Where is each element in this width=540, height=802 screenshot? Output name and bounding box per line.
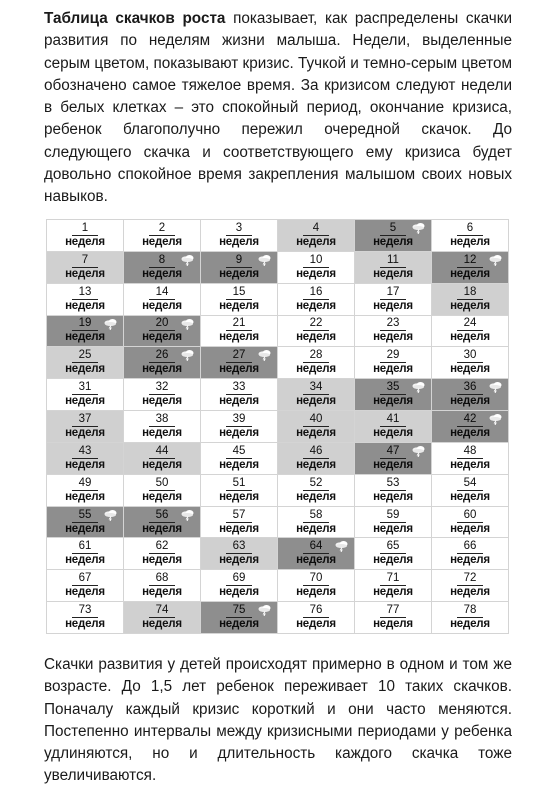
week-number: 5 [380, 223, 406, 236]
week-label: неделя [373, 299, 413, 312]
week-cell [278, 570, 355, 602]
week-label: неделя [142, 299, 182, 312]
storm-cloud-icon [411, 445, 426, 457]
storm-cloud-icon [411, 222, 426, 234]
week-cell [355, 284, 432, 316]
week-number: 35 [380, 382, 406, 395]
week-number: 59 [380, 510, 406, 523]
week-cell [47, 475, 124, 507]
week-label: неделя [373, 395, 413, 408]
week-number: 55 [72, 510, 98, 523]
week-number: 15 [226, 287, 252, 300]
week-label: неделя [373, 363, 413, 376]
week-cell [355, 570, 432, 602]
week-cell [201, 220, 278, 252]
week-label: неделя [450, 490, 490, 503]
week-number: 67 [72, 573, 98, 586]
week-label: неделя [450, 458, 490, 471]
week-cell [278, 316, 355, 348]
week-number: 12 [457, 255, 483, 268]
week-number: 46 [303, 446, 329, 459]
week-number: 19 [72, 318, 98, 331]
week-label: неделя [450, 395, 490, 408]
week-label: неделя [296, 395, 336, 408]
week-label: неделя [450, 554, 490, 567]
week-label: неделя [65, 490, 105, 503]
week-label: неделя [142, 522, 182, 535]
week-number: 40 [303, 414, 329, 427]
week-number: 52 [303, 478, 329, 491]
week-cell [47, 507, 124, 539]
week-cell [124, 411, 201, 443]
week-label: неделя [450, 618, 490, 631]
week-number: 24 [457, 318, 483, 331]
week-number: 25 [72, 350, 98, 363]
week-number: 33 [226, 382, 252, 395]
week-label: неделя [142, 363, 182, 376]
outro-paragraph: Скачки развития у детей происходят примерно в одном и том же возрасте. До 1,5 лет ребенок переживает 10 таких скачков. Поначалу каждый кризис короткий и они часто меняются. Постепенно интервалы между кризисными периодами у ребенка удлиняются, но и длительность каждого скачка тоже увеличиваются. [44, 656, 512, 785]
week-number: 74 [149, 605, 175, 618]
week-label: неделя [219, 586, 259, 599]
week-label: неделя [142, 331, 182, 344]
week-label: неделя [296, 586, 336, 599]
week-label: неделя [296, 490, 336, 503]
storm-cloud-icon [257, 254, 272, 266]
week-number: 50 [149, 478, 175, 491]
week-cell [355, 347, 432, 379]
week-number: 34 [303, 382, 329, 395]
storm-cloud-icon [488, 413, 503, 425]
week-label: неделя [65, 363, 105, 376]
week-number: 22 [303, 318, 329, 331]
week-number: 57 [226, 510, 252, 523]
week-number: 13 [72, 287, 98, 300]
week-cell [432, 220, 509, 252]
week-number: 70 [303, 573, 329, 586]
week-label: неделя [65, 395, 105, 408]
week-number: 75 [226, 605, 252, 618]
week-cell [47, 284, 124, 316]
storm-cloud-icon [180, 509, 195, 521]
week-label: неделя [219, 235, 259, 248]
week-number: 8 [149, 255, 175, 268]
week-label: неделя [142, 458, 182, 471]
week-number: 17 [380, 287, 406, 300]
week-cell [201, 411, 278, 443]
week-cell [47, 411, 124, 443]
storm-cloud-icon [488, 254, 503, 266]
week-number: 66 [457, 541, 483, 554]
week-cell [201, 252, 278, 284]
week-number: 64 [303, 541, 329, 554]
week-label: неделя [65, 522, 105, 535]
week-label: неделя [373, 267, 413, 280]
week-label: неделя [219, 554, 259, 567]
week-cell [201, 316, 278, 348]
week-label: неделя [65, 426, 105, 439]
week-label: неделя [142, 267, 182, 280]
week-label: неделя [65, 299, 105, 312]
week-cell [124, 570, 201, 602]
week-label: неделя [65, 235, 105, 248]
week-cell [201, 507, 278, 539]
week-number: 77 [380, 605, 406, 618]
week-label: неделя [373, 331, 413, 344]
week-label: неделя [219, 299, 259, 312]
week-cell [201, 570, 278, 602]
week-cell [201, 443, 278, 475]
storm-cloud-icon [488, 381, 503, 393]
week-number: 32 [149, 382, 175, 395]
week-cell [355, 602, 432, 634]
week-label: неделя [219, 426, 259, 439]
week-cell [278, 411, 355, 443]
week-label: неделя [296, 331, 336, 344]
week-label: неделя [450, 363, 490, 376]
week-cell [278, 538, 355, 570]
week-number: 14 [149, 287, 175, 300]
storm-cloud-icon [334, 540, 349, 552]
week-number: 68 [149, 573, 175, 586]
week-label: неделя [219, 363, 259, 376]
week-label: неделя [450, 426, 490, 439]
week-number: 54 [457, 478, 483, 491]
week-number: 58 [303, 510, 329, 523]
week-number: 11 [380, 255, 406, 268]
week-label: неделя [65, 331, 105, 344]
week-cell [278, 220, 355, 252]
week-cell [355, 475, 432, 507]
week-number: 30 [457, 350, 483, 363]
week-label: неделя [450, 299, 490, 312]
week-label: неделя [219, 490, 259, 503]
week-label: неделя [296, 618, 336, 631]
week-cell [278, 347, 355, 379]
week-number: 49 [72, 478, 98, 491]
week-cell [278, 252, 355, 284]
week-cell [432, 538, 509, 570]
week-label: неделя [142, 426, 182, 439]
week-cell [278, 507, 355, 539]
week-number: 60 [457, 510, 483, 523]
week-cell [124, 507, 201, 539]
storm-cloud-icon [180, 349, 195, 361]
week-cell [432, 570, 509, 602]
week-cell [124, 443, 201, 475]
week-number: 39 [226, 414, 252, 427]
week-cell [124, 347, 201, 379]
storm-cloud-icon [103, 509, 118, 521]
week-label: неделя [219, 458, 259, 471]
week-cell [355, 252, 432, 284]
week-cell [47, 602, 124, 634]
week-cell [124, 602, 201, 634]
week-cell [355, 220, 432, 252]
week-number: 41 [380, 414, 406, 427]
week-label: неделя [296, 235, 336, 248]
week-number: 28 [303, 350, 329, 363]
week-label: неделя [373, 522, 413, 535]
week-number: 48 [457, 446, 483, 459]
week-number: 71 [380, 573, 406, 586]
week-cell [47, 379, 124, 411]
week-cell [124, 284, 201, 316]
week-cell [124, 379, 201, 411]
week-number: 61 [72, 541, 98, 554]
week-number: 69 [226, 573, 252, 586]
week-cell [355, 379, 432, 411]
week-cell [201, 379, 278, 411]
week-label: неделя [65, 458, 105, 471]
week-number: 9 [226, 255, 252, 268]
week-label: неделя [373, 235, 413, 248]
week-label: неделя [65, 618, 105, 631]
week-number: 43 [72, 446, 98, 459]
week-cell [47, 220, 124, 252]
week-number: 73 [72, 605, 98, 618]
week-label: неделя [219, 331, 259, 344]
week-number: 53 [380, 478, 406, 491]
week-number: 51 [226, 478, 252, 491]
week-label: неделя [296, 522, 336, 535]
week-cell [47, 538, 124, 570]
week-cell [47, 252, 124, 284]
intro-bold-title: Таблица скачков роста [44, 10, 226, 27]
week-cell [432, 252, 509, 284]
week-label: неделя [450, 522, 490, 535]
week-cell [201, 602, 278, 634]
week-number: 65 [380, 541, 406, 554]
week-number: 62 [149, 541, 175, 554]
week-cell [201, 475, 278, 507]
week-label: неделя [450, 331, 490, 344]
week-label: неделя [296, 554, 336, 567]
week-number: 42 [457, 414, 483, 427]
week-cell [124, 220, 201, 252]
week-number: 78 [457, 605, 483, 618]
week-label: неделя [373, 426, 413, 439]
storm-cloud-icon [257, 349, 272, 361]
week-number: 63 [226, 541, 252, 554]
week-label: неделя [142, 586, 182, 599]
week-label: неделя [450, 267, 490, 280]
week-number: 36 [457, 382, 483, 395]
week-label: неделя [219, 267, 259, 280]
week-cell [355, 443, 432, 475]
week-number: 18 [457, 287, 483, 300]
week-number: 29 [380, 350, 406, 363]
storm-cloud-icon [180, 254, 195, 266]
week-cell [432, 347, 509, 379]
week-number: 72 [457, 573, 483, 586]
week-label: неделя [142, 554, 182, 567]
week-number: 31 [72, 382, 98, 395]
week-cell [278, 284, 355, 316]
week-cell [278, 475, 355, 507]
week-label: неделя [219, 618, 259, 631]
week-cell [355, 538, 432, 570]
week-label: неделя [373, 490, 413, 503]
storm-cloud-icon [103, 318, 118, 330]
week-cell [278, 443, 355, 475]
week-cell [432, 411, 509, 443]
storm-cloud-icon [411, 381, 426, 393]
week-number: 7 [72, 255, 98, 268]
week-cell [432, 316, 509, 348]
week-cell [124, 538, 201, 570]
week-label: неделя [142, 235, 182, 248]
week-cell [432, 507, 509, 539]
week-cell [124, 316, 201, 348]
week-number: 2 [149, 223, 175, 236]
week-cell [432, 379, 509, 411]
week-label: неделя [373, 554, 413, 567]
week-label: неделя [219, 395, 259, 408]
week-cell [47, 316, 124, 348]
week-cell [201, 538, 278, 570]
week-number: 56 [149, 510, 175, 523]
week-label: неделя [296, 458, 336, 471]
week-number: 37 [72, 414, 98, 427]
week-label: неделя [142, 395, 182, 408]
week-cell [432, 602, 509, 634]
week-number: 47 [380, 446, 406, 459]
week-label: неделя [296, 426, 336, 439]
week-cell [124, 475, 201, 507]
week-label: неделя [450, 586, 490, 599]
week-label: неделя [65, 586, 105, 599]
week-cell [47, 347, 124, 379]
week-number: 3 [226, 223, 252, 236]
week-cell [278, 602, 355, 634]
week-label: неделя [373, 618, 413, 631]
week-label: неделя [142, 490, 182, 503]
storm-cloud-icon [257, 604, 272, 616]
week-label: неделя [219, 522, 259, 535]
intro-text: показывает, как распределены скачки развития по неделям жизни малыша. Недели, выделенные серым цветом, показывают кризис. Тучкой и темно-серым цветом обозначено самое тяжелое время. За кризисом следуют недели в белых клетках – это спокойный период, окончание кризиса, ребенок благополучно пережил очередной скачок. До следующего скачка и соответствующего ему кризиса будет довольно спокойное время закрепления малышом своих новых навыков. [44, 10, 512, 206]
week-label: неделя [296, 267, 336, 280]
week-number: 1 [72, 223, 98, 236]
week-label: неделя [373, 458, 413, 471]
week-cell [201, 284, 278, 316]
week-number: 26 [149, 350, 175, 363]
week-cell [432, 284, 509, 316]
week-number: 21 [226, 318, 252, 331]
week-number: 76 [303, 605, 329, 618]
week-cell [355, 316, 432, 348]
week-label: неделя [65, 267, 105, 280]
week-cell [201, 347, 278, 379]
week-label: неделя [373, 586, 413, 599]
week-number: 20 [149, 318, 175, 331]
week-number: 4 [303, 223, 329, 236]
week-cell [47, 570, 124, 602]
week-cell [47, 443, 124, 475]
growth-spurt-table [46, 219, 509, 634]
week-label: неделя [450, 235, 490, 248]
week-number: 27 [226, 350, 252, 363]
week-label: неделя [296, 363, 336, 376]
week-number: 45 [226, 446, 252, 459]
week-number: 10 [303, 255, 329, 268]
storm-cloud-icon [180, 318, 195, 330]
week-cell [355, 411, 432, 443]
week-number: 16 [303, 287, 329, 300]
week-label: неделя [296, 299, 336, 312]
week-number: 44 [149, 446, 175, 459]
week-label: неделя [65, 554, 105, 567]
intro-paragraph [44, 8, 512, 209]
week-cell [355, 507, 432, 539]
week-number: 6 [457, 223, 483, 236]
week-cell [124, 252, 201, 284]
week-number: 23 [380, 318, 406, 331]
week-cell [432, 475, 509, 507]
week-label: неделя [142, 618, 182, 631]
week-cell [278, 379, 355, 411]
week-number: 38 [149, 414, 175, 427]
week-cell [432, 443, 509, 475]
